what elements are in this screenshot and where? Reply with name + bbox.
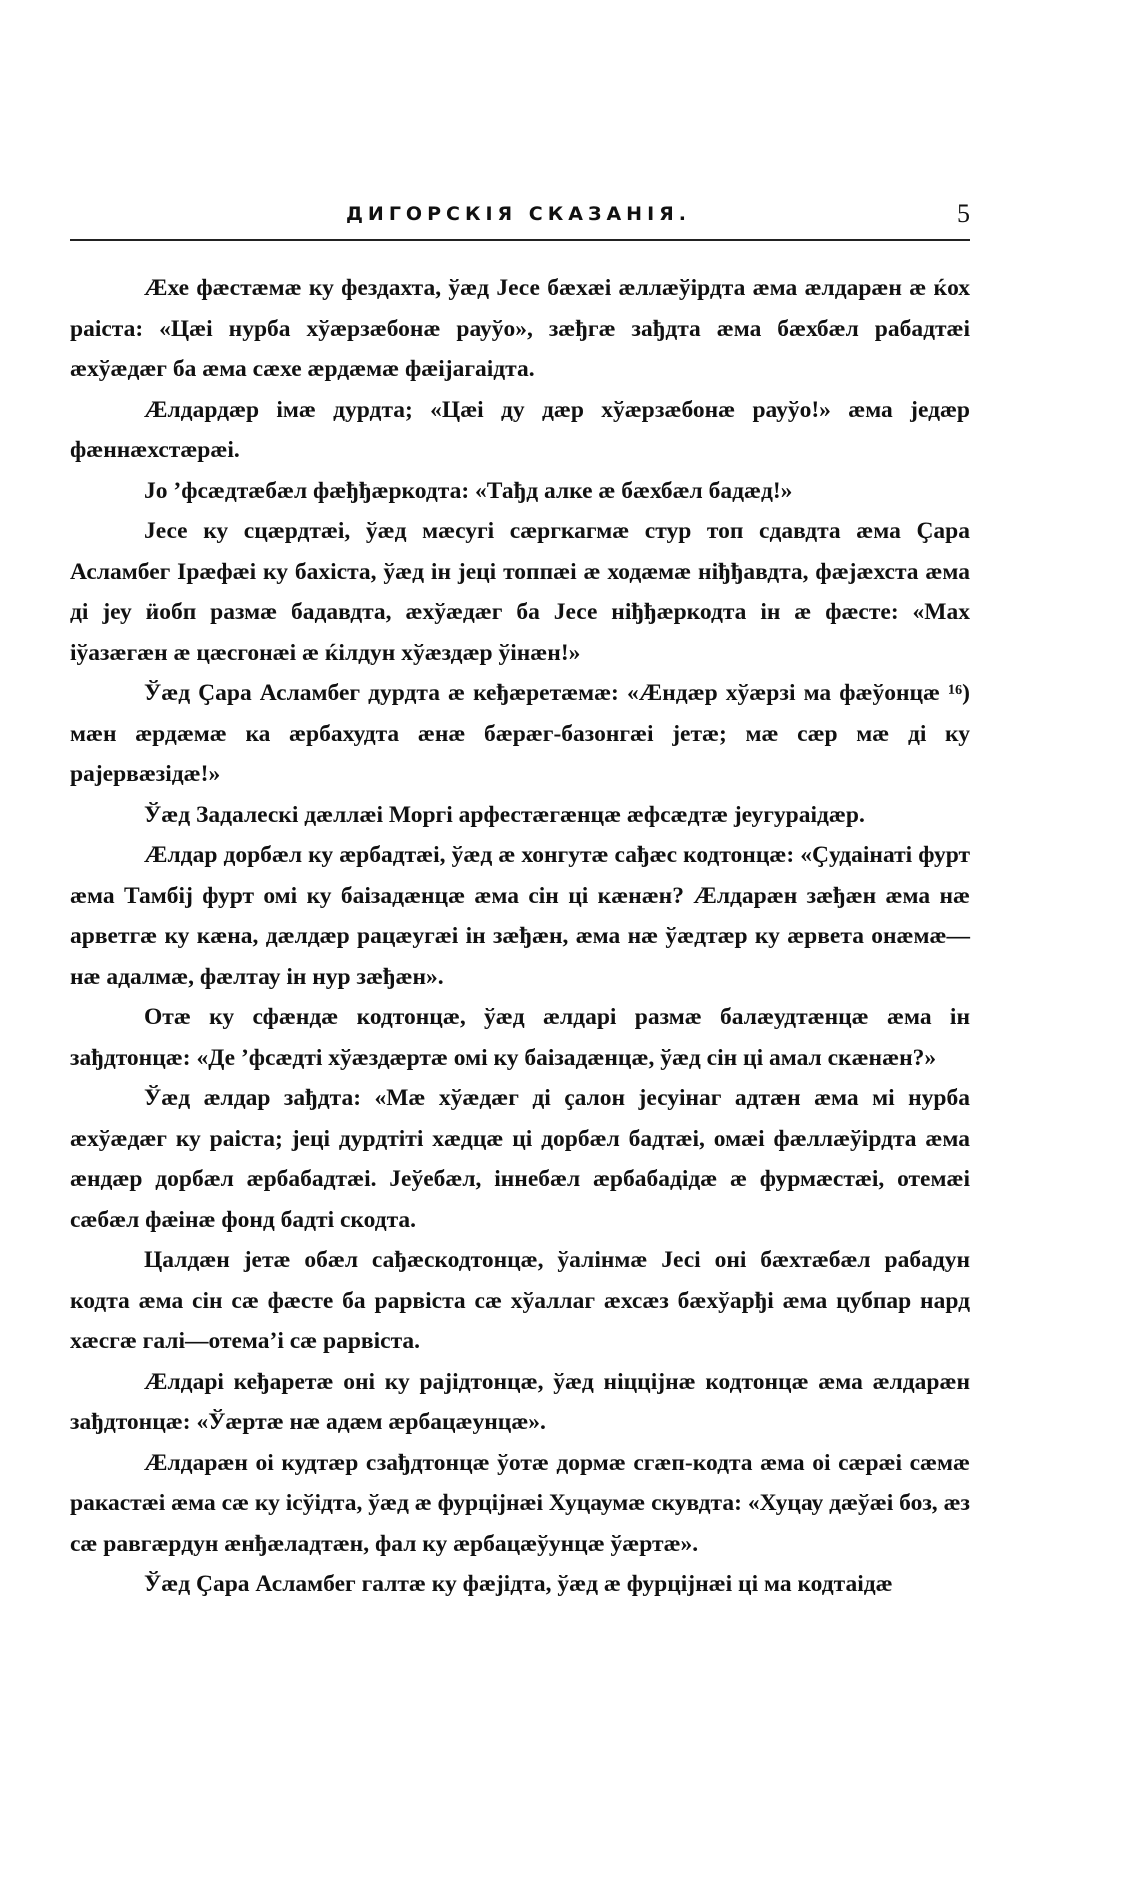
paragraph: Ўæд æлдар зађдта: «Мæ хўæдæг ді ҫалон јесуінаг адтæн æма мі нурба æхўæдæг ку раіста; јеці дурдтіті хæдцæ ці дорбæл бадтæі, омæі фæллæўірдта æма æндæр дорбæл æрбабадтæі. Јеўебæл, іннебæл æрбабадідæ æ фурмæстæі, отемæі сæбæл фæінæ фонд бадті скодта. — [70, 1085, 970, 1233]
paragraph: Ӕлдарі кеђаретæ оні ку рајідтонцæ, ўæд ніцціјнæ кодтонцæ æма æлдарæн зађдтонцæ: «Ўæртæ нæ адæм æрбацæунцæ». — [70, 1368, 970, 1435]
page-number: 5 — [957, 199, 970, 228]
paragraph: Отæ ку сфæндæ кодтонцæ, ўæд æлдарі размæ балæудтæнцæ æма ін зађдтонцæ: «Де ’фсæдті хўæздæртæ омі ку баізадæнцæ, ўæд сін ці амал скæнæн?» — [70, 1004, 970, 1071]
paragraph: Ӕлдар дорбæл ку æрбадтæі, ўæд æ хонгутæ сађæс кодтонцæ: «Ҫудаінаті фурт æма Тамбіј фурт омі ку баізадæнцæ æма сін ці кæнæн? Ӕлдарæн зæђæн æма нæ арветгæ ку кæна, дæлдæр рацæугæі ін зæђæн, æма нæ ўæдтæр ку æрвета онæмæ—нæ адалмæ, фæлтау ін нур зæђæн». — [70, 842, 970, 990]
paragraph: Ўæд Ҫара Асламбег галтæ ку фæјідта, ўæд æ фурціјнæі ці ма кодтаідæ — [144, 1571, 893, 1597]
paragraph: Ӕхе фæстæмæ ку фездахта, ўæд Јесе бæхæі æллæўірдта æма æлдарæн æ ќох раіста: «Цæі нурба хўæрзæбонæ рауўо», зæђгæ зађдта æма бæхбæл рабадтæі æхўæдæг ба æма сæхе æрдæмæ фæіјагаідта. — [70, 275, 970, 382]
paragraph: Јесе ку сцæрдтæі, ўæд мæсугі сæргкагмæ стур топ сдавдта æма Ҫара Асламбег Ірæфæі ку бахіста, ўæд ін јеці топпæі æ ходæмæ ніђђавдта, фæјæхста æма ді јеу ӥобп размæ бадавдта, æхўæдæг ба Јесе ніђђæркодта ін æ фæсте: «Мах іўазæгæн æ цæсгонæі æ ќілдун хўæздæр ўінæн!» — [70, 518, 970, 666]
paragraph: Цалдæн јетæ обæл сађæскодтонцæ, ўалінмæ Јесі оні бæхтæбæл рабадун кодта æма сін сæ фæсте ба рарвіста сæ хўаллаг æхсæз бæхўарђі æма цубпар нард хæсгæ галі—отемаʼі сæ рарвіста. — [70, 1247, 970, 1354]
body-text — [70, 268, 970, 1605]
running-title: ДИГОРСКІЯ СКАЗАНІЯ. — [346, 203, 691, 225]
paragraph: Ӕлдардæр імæ дурдта; «Цæі ду дæр хўæрзæбонæ рауўо!» æма једæр фæннæхстæрæі. — [70, 396, 970, 463]
paragraph: Ӕлдарæн оі кудтæр сзађдтонцæ ўотæ дормæ сгæп-кодта æма оі сæрæі сæмæ ракастæі æма сæ ку ісўідта, ўæд æ фурціјнæі Хуцаумæ скувдта: «Хуцау дæўæі боз, æз сæ равгæрдун æнђæладтæн, фал ку æрбацæўунцæ ўæртæ». — [70, 1449, 970, 1557]
paragraph: Ўæд Задалескі дæллæі Моргі арфестæгæнцæ æфсæдтæ јеугураідæр. — [144, 801, 865, 828]
paragraph: Јо ’фсæдтæбæл фæђђæркодта: «Тађд алке æ бæхбæл бадæд!» — [144, 477, 793, 504]
paragraph: Ўæд Ҫара Асламбег дурдта æ кеђæретæмæ: «Ӕндæр хўæрзі ма фæўонцæ ¹⁶) мæн æрдæмæ ка æрбахудта æнæ бæрæг-базонгæі јетæ; мæ сæр мæ ді ку рајервæзідæ!» — [70, 680, 970, 787]
page-header — [70, 199, 970, 231]
header-rule — [70, 239, 970, 241]
